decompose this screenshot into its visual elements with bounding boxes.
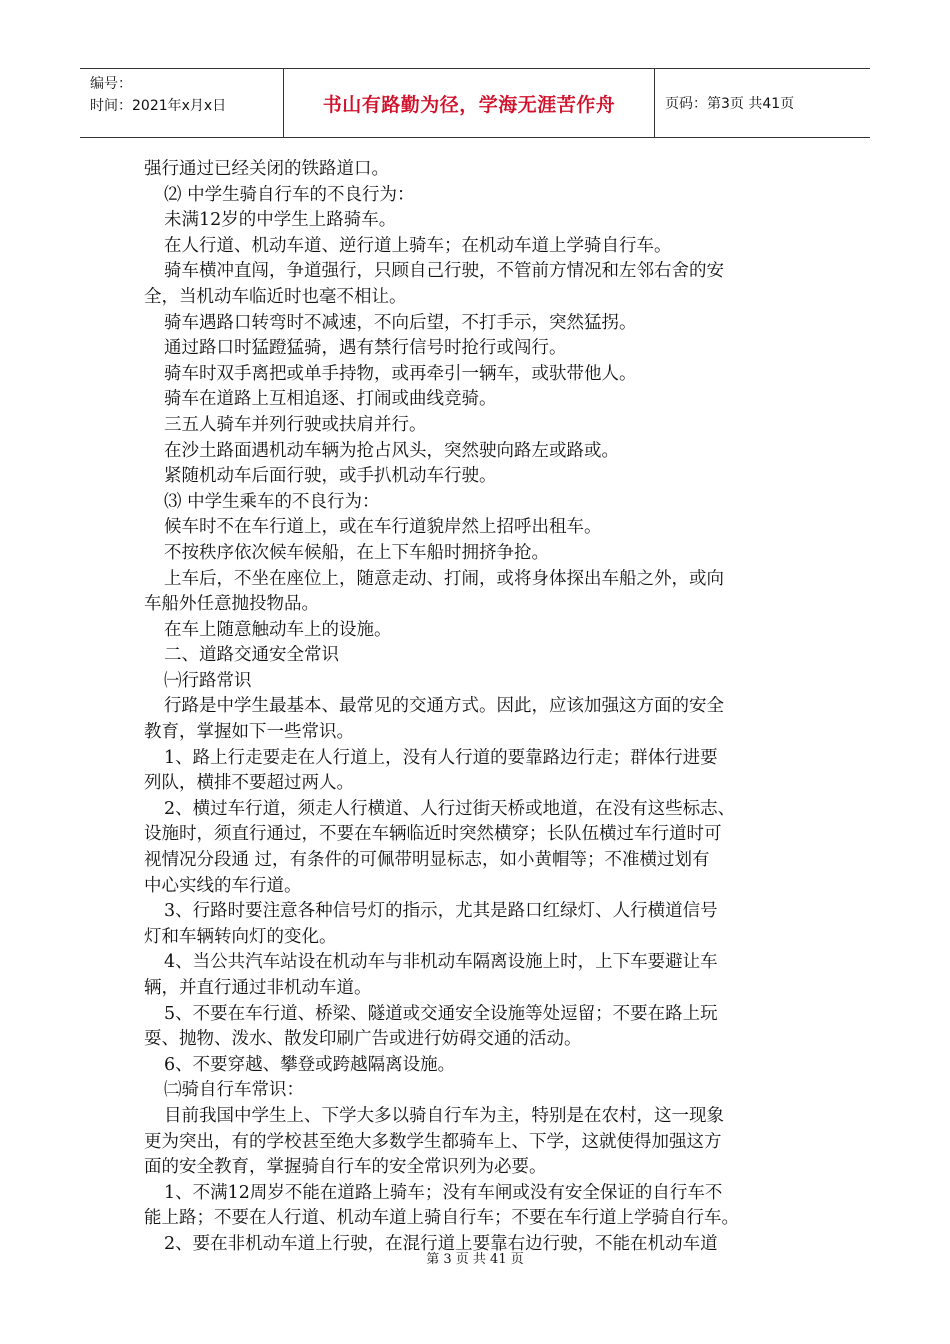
text-line: 骑车横冲直闯，争道强行，只顾自己行驶，不管前方情况和左邻右舍的安 (164, 261, 724, 282)
document-body (144, 157, 824, 1258)
header-page-code: 页码：第3页 共41页 (665, 96, 795, 112)
text-line: 骑车在道路上互相追逐、打闹或曲线竞骑。 (164, 389, 497, 410)
text-line: ⑶ 中学生乘车的不良行为： (164, 491, 380, 512)
date-label: 时间：2021年x月x日 (90, 98, 227, 114)
text-line: 1、不满12周岁不能在道路上骑车；没有车闸或没有安全保证的自行车不 (164, 1182, 723, 1203)
text-line: 1、路上行走要走在人行道上，没有人行道的要靠路边行走；群体行进要 (164, 747, 718, 768)
text-line: ⑵ 中学生骑自行车的不良行为： (164, 184, 415, 205)
text-line: 设施时，须直行通过，不要在车辆临近时突然横穿；长队伍横过车行道时可 (144, 824, 722, 845)
text-line: 4、当公共汽车站设在机动车与非机动车隔离设施上时，上下车要避让车 (164, 952, 718, 973)
text-line: 更为突出，有的学校甚至绝大多数学生都骑车上、下学，这就使得加强这方 (144, 1131, 722, 1152)
text-line: 在人行道、机动车道、逆行道上骑车；在机动车道上学骑自行车。 (164, 235, 672, 256)
text-line: 6、不要穿越、攀登或跨越隔离设施。 (164, 1054, 456, 1075)
text-line: 二、道路交通安全常识 (164, 645, 339, 666)
text-line: 全，当机动车临近时也毫不相让。 (144, 286, 407, 307)
header-meta (80, 69, 283, 137)
header-motto: 书山有路勤为径，学海无涯苦作舟 (283, 69, 655, 137)
text-line: 视情况分段通 过，有条件的可佩带明显标志，如小黄帽等；不准横过划有 (144, 850, 710, 871)
text-line: 未满12岁的中学生上路骑车。 (164, 210, 397, 231)
text-line: 车船外任意抛投物品。 (144, 594, 319, 615)
text-line: ㈡骑自行车常识： (164, 1080, 304, 1101)
text-line: 灯和车辆转向灯的变化。 (144, 926, 337, 947)
text-line: ㈠行路常识 (164, 670, 252, 691)
text-line: 3、行路时要注意各种信号灯的指示，尤其是路口红绿灯、人行横道信号 (164, 901, 718, 922)
text-line: 候车时不在车行道上，或在车行道貌岸然上招呼出租车。 (164, 517, 602, 538)
text-line: 通过路口时猛蹬猛骑，遇有禁行信号时抢行或闯行。 (164, 338, 567, 359)
page-header (80, 68, 870, 138)
text-line: 2、横过车行道，须走人行横道、人行过街天桥或地道，在没有这些标志、 (164, 798, 736, 819)
text-line: 2、要在非机动车道上行驶，在混行道上要靠右边行驶，不能在机动车道 (164, 1233, 718, 1254)
text-line: 上车后，不坐在座位上，随意走动、打闹，或将身体探出车船之外，或向 (164, 568, 724, 589)
text-line: 紧随机动车后面行驶，或手扒机动车行驶。 (164, 466, 497, 487)
text-line: 不按秩序依次候车候船，在上下车船时拥挤争抢。 (164, 542, 549, 563)
text-line: 强行通过已经关闭的铁路道口。 (144, 159, 389, 179)
text-line: 中心实线的车行道。 (144, 875, 302, 896)
text-line: 骑车时双手离把或单手持物，或再牵引一辆车，或驮带他人。 (164, 363, 637, 384)
text-line: 骑车遇路口转弯时不减速，不向后望，不打手示，突然猛拐。 (164, 312, 637, 333)
text-line: 在车上随意触动车上的设施。 (164, 619, 392, 640)
text-line: 三五人骑车并列行驶或扶肩并行。 (164, 414, 427, 435)
text-line: 行路是中学生最基本、最常见的交通方式。因此，应该加强这方面的安全 (164, 696, 724, 717)
text-line: 列队，横排不要超过两人。 (144, 773, 354, 794)
text-line: 目前我国中学生上、下学大多以骑自行车为主，特别是在农村，这一现象 (164, 1105, 724, 1126)
text-line: 面的安全教育，掌握骑自行车的安全常识列为必要。 (144, 1157, 547, 1178)
text-line: 耍、抛物、泼水、散发印刷广告或进行妨碍交通的活动。 (144, 1029, 582, 1050)
serial-label: 编号： (90, 76, 132, 92)
text-line: 教育，掌握如下一些常识。 (144, 722, 354, 743)
text-line: 在沙土路面遇机动车辆为抢占风头，突然驶向路左或路或。 (164, 440, 619, 461)
page-footer: 第 3 页 共 41 页 (426, 1252, 524, 1267)
text-line: 辆，并直行通过非机动车道。 (144, 978, 372, 998)
text-line: 能上路；不要在人行道、机动车道上骑自行车；不要在车行道上学骑自行车。 (144, 1208, 739, 1229)
text-line: 5、不要在车行道、桥梁、隧道或交通安全设施等处逗留；不要在路上玩 (164, 1003, 718, 1024)
